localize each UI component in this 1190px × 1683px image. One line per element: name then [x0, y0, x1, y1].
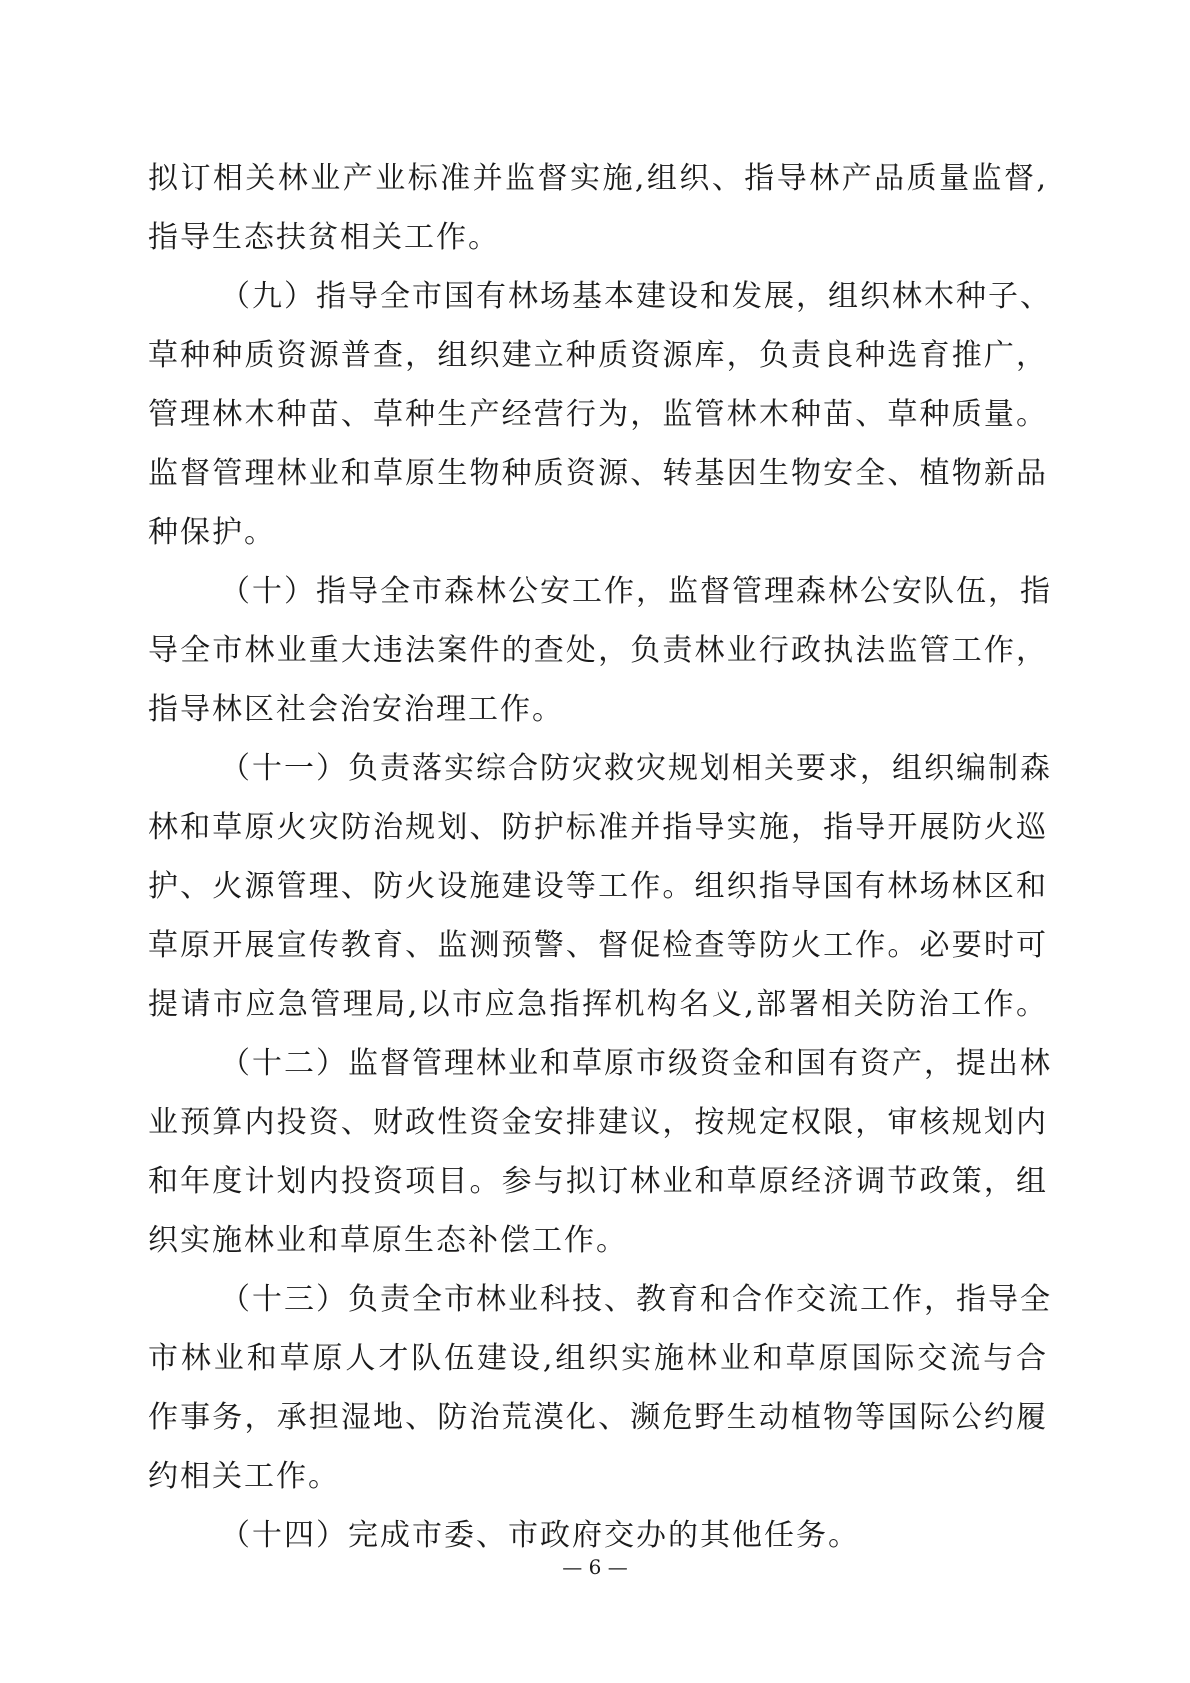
text-line: （十四）完成市委、市政府交办的其他任务。 [220, 1518, 860, 1553]
text-line: （十三）负责全市林业科技、教育和合作交流工作，指导全 [220, 1282, 1052, 1317]
text-line: 织实施林业和草原生态补偿工作。 [148, 1223, 628, 1258]
text-line: 种保护。 [148, 515, 276, 550]
text-line: 管理林木种苗、草种生产经营行为，监管林木种苗、草种质量。 [148, 397, 1048, 432]
text-line: 作事务，承担湿地、防治荒漠化、濒危野生动植物等国际公约履 [148, 1400, 1048, 1435]
text-line: 草原开展宣传教育、监测预警、督促检查等防火工作。必要时可 [148, 928, 1048, 963]
text-line: 和年度计划内投资项目。参与拟订林业和草原经济调节政策，组 [148, 1164, 1048, 1199]
text-line: 业预算内投资、财政性资金安排建议，按规定权限，审核规划内 [148, 1105, 1048, 1140]
text-line: 市林业和草原人才队伍建设,组织实施林业和草原国际交流与合 [148, 1341, 1048, 1376]
body-text [148, 149, 1052, 1565]
text-line: （十二）监督管理林业和草原市级资金和国有资产，提出林 [220, 1046, 1052, 1081]
text-line: 监督管理林业和草原生物种质资源、转基因生物安全、植物新品 [148, 456, 1048, 491]
page-number: — 6 — [562, 1555, 628, 1579]
text-line: 护、火源管理、防火设施建设等工作。组织指导国有林场林区和 [148, 869, 1048, 904]
text-line: （十）指导全市森林公安工作，监督管理森林公安队伍，指 [220, 574, 1052, 609]
text-line: 导全市林业重大违法案件的查处，负责林业行政执法监管工作， [148, 633, 1048, 668]
text-line: 指导林区社会治安治理工作。 [148, 692, 564, 727]
text-line: 拟订相关林业产业标准并监督实施,组织、指导林产品质量监督, [148, 161, 1048, 196]
text-line: 提请市应急管理局,以市应急指挥机构名义,部署相关防治工作。 [148, 987, 1048, 1022]
text-line: （九）指导全市国有林场基本建设和发展，组织林木种子、 [220, 279, 1052, 314]
text-line: 林和草原火灾防治规划、防护标准并指导实施，指导开展防火巡 [148, 810, 1048, 845]
text-line: 指导生态扶贫相关工作。 [148, 220, 500, 255]
text-line: （十一）负责落实综合防灾救灾规划相关要求，组织编制森 [220, 751, 1052, 786]
text-line: 草种种质资源普查，组织建立种质资源库，负责良种选育推广， [148, 338, 1048, 373]
text-line: 约相关工作。 [148, 1459, 340, 1494]
